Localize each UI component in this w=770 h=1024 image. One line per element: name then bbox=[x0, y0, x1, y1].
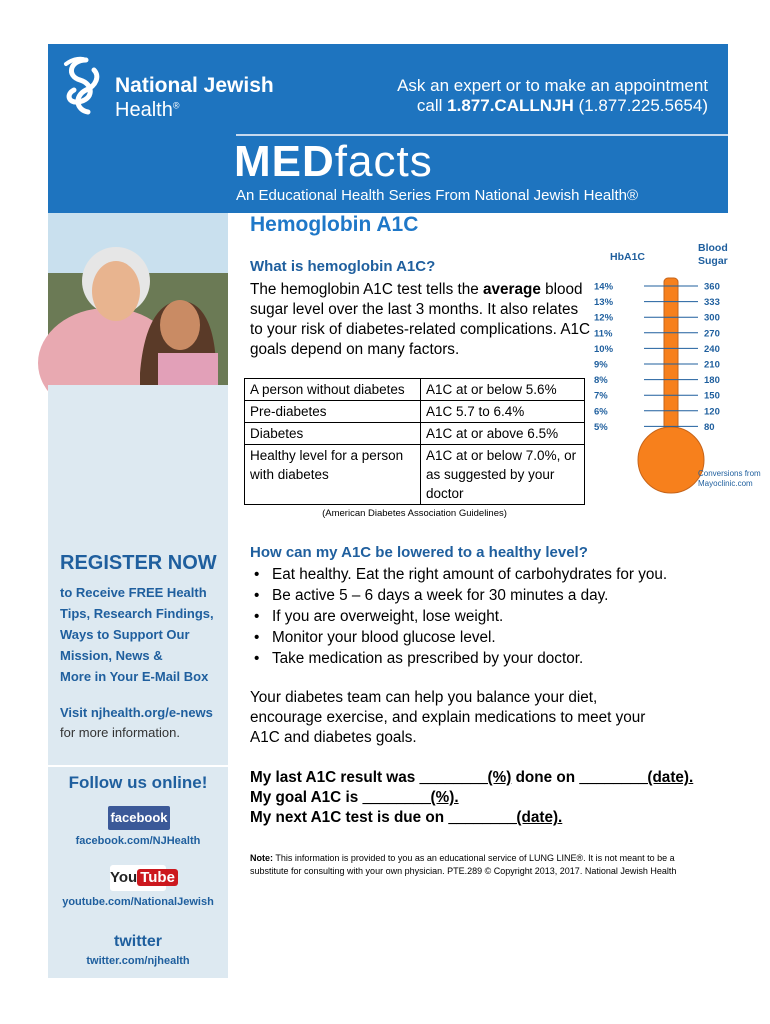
team-paragraph: Your diabetes team can help you balance your diet, encourage exercise, and explain medications to meet your A1C and diabetes goals. bbox=[250, 689, 646, 746]
conversion-source: Mayoclinic.com bbox=[698, 479, 753, 488]
youtube-link[interactable]: youtube.com/NationalJewish bbox=[62, 896, 214, 908]
list-item: • Eat healthy. Eat the right amount of carbohydrates for you. bbox=[250, 564, 720, 585]
table-row: Diabetes A1C at or above 6.5% bbox=[245, 423, 585, 445]
thermometer-chart bbox=[590, 238, 761, 498]
page-title: Hemoglobin A1C bbox=[250, 213, 419, 236]
enews-link[interactable]: Visit njhealth.org/e-news bbox=[60, 705, 213, 720]
sugar-label: Sugar bbox=[698, 255, 728, 267]
twitter-icon[interactable]: twitter bbox=[114, 933, 162, 950]
tips-list bbox=[250, 564, 720, 669]
sugar-tick-label: 300 bbox=[704, 312, 720, 324]
enews-note: for more information. bbox=[60, 725, 180, 740]
org-name-line2: Health® bbox=[115, 99, 180, 121]
section-heading-how: How can my A1C be lowered to a healthy level? bbox=[250, 544, 588, 561]
list-item: • Be active 5 – 6 days a week for 30 minutes a day. bbox=[250, 585, 720, 606]
sugar-tick-label: 180 bbox=[704, 375, 720, 387]
a1c-tick-label: 10% bbox=[594, 343, 614, 355]
header-divider bbox=[236, 134, 728, 136]
conversion-note: Conversions from bbox=[698, 469, 761, 478]
list-item: • If you are overweight, lose weight. bbox=[250, 606, 720, 627]
a1c-tick-label: 11% bbox=[594, 328, 613, 340]
a1c-tick-label: 12% bbox=[594, 312, 614, 324]
a1c-tick-label: 5% bbox=[594, 421, 608, 433]
next-test-line[interactable]: My next A1C test is due on ________(date). bbox=[250, 809, 563, 826]
header-banner bbox=[48, 44, 728, 213]
a1c-goals-table bbox=[244, 378, 585, 505]
sidebar bbox=[48, 385, 228, 978]
sidebar-divider bbox=[48, 765, 228, 767]
sugar-tick-label: 333 bbox=[704, 297, 720, 309]
phone-number[interactable]: 1.877.CALLNJH bbox=[447, 96, 574, 115]
blood-label: Blood bbox=[698, 242, 728, 254]
medfacts-wordmark: MEDfacts bbox=[234, 137, 433, 186]
youtube-icon[interactable]: You Tube bbox=[110, 865, 166, 891]
ask-expert-text: Ask an expert or to make an appointment bbox=[397, 76, 708, 95]
sugar-tick-label: 210 bbox=[704, 359, 720, 371]
disclaimer-note: Note: This information is provided to you as an educational service of LUNG LINE®. It is not meant to be a substitute for consulting with your own physician. PTE.289 © Copyright 2013, 2017. National Jewish Health bbox=[250, 853, 677, 876]
table-row: Pre-diabetes A1C 5.7 to 6.4% bbox=[245, 401, 585, 423]
sugar-tick-label: 240 bbox=[704, 343, 720, 355]
follow-heading: Follow us online! bbox=[68, 773, 208, 792]
a1c-tick-label: 14% bbox=[594, 281, 614, 293]
facebook-icon[interactable]: facebook bbox=[108, 806, 170, 830]
list-item: • Monitor your blood glucose level. bbox=[250, 627, 720, 648]
sugar-tick-label: 360 bbox=[704, 281, 720, 293]
twitter-link[interactable]: twitter.com/njhealth bbox=[86, 955, 190, 967]
phone-line: call 1.877.CALLNJH (1.877.225.5654) bbox=[416, 96, 708, 115]
fill-in-section bbox=[250, 768, 693, 828]
table-row: Healthy level for a person with diabetes A1C at or below 7.0%, or as suggested by your doctor bbox=[245, 445, 585, 505]
thermometer-bulb bbox=[638, 427, 704, 493]
sugar-tick-label: 120 bbox=[704, 406, 720, 418]
register-title[interactable]: REGISTER NOW bbox=[60, 552, 217, 574]
register-benefits: to Receive FREE Health Tips, Research Findings, Ways to Support Our Mission, News & More in Your E-Mail Box bbox=[60, 585, 214, 684]
family-photo bbox=[48, 213, 228, 385]
last-a1c-line[interactable]: My last A1C result was ________(%) done on ________(date). bbox=[250, 769, 694, 786]
sugar-tick-label: 270 bbox=[704, 328, 720, 340]
facebook-link[interactable]: facebook.com/NJHealth bbox=[75, 835, 201, 847]
sugar-tick-label: 80 bbox=[704, 421, 715, 433]
grandmother-granddaughter-image bbox=[48, 213, 228, 385]
goal-a1c-line[interactable]: My goal A1C is ________(%). bbox=[250, 789, 459, 806]
table-source: (American Diabetes Association Guidelines) bbox=[322, 508, 507, 519]
org-name: National Jewish bbox=[115, 74, 274, 97]
a1c-tick-label: 9% bbox=[594, 359, 608, 371]
table-row: A person without diabetes A1C at or below 5.6% bbox=[245, 379, 585, 401]
a1c-tick-label: 6% bbox=[594, 406, 608, 418]
list-item: • Take medication as prescribed by your doctor. bbox=[250, 648, 720, 669]
njh-logo-icon bbox=[60, 56, 104, 116]
sugar-tick-label: 150 bbox=[704, 390, 720, 402]
series-tagline: An Educational Health Series From National Jewish Health® bbox=[236, 187, 639, 204]
a1c-tick-label: 7% bbox=[594, 390, 608, 402]
a1c-tick-label: 8% bbox=[594, 375, 608, 387]
section-heading-what: What is hemoglobin A1C? bbox=[250, 258, 436, 275]
a1c-tick-label: 13% bbox=[594, 297, 614, 309]
intro-paragraph: The hemoglobin A1C test tells the average blood sugar level over the last 3 months. It also relates to your risk of diabetes-related complications. A1C goals depend on many factors. bbox=[250, 281, 591, 358]
hba1c-label: HbA1C bbox=[610, 251, 646, 263]
